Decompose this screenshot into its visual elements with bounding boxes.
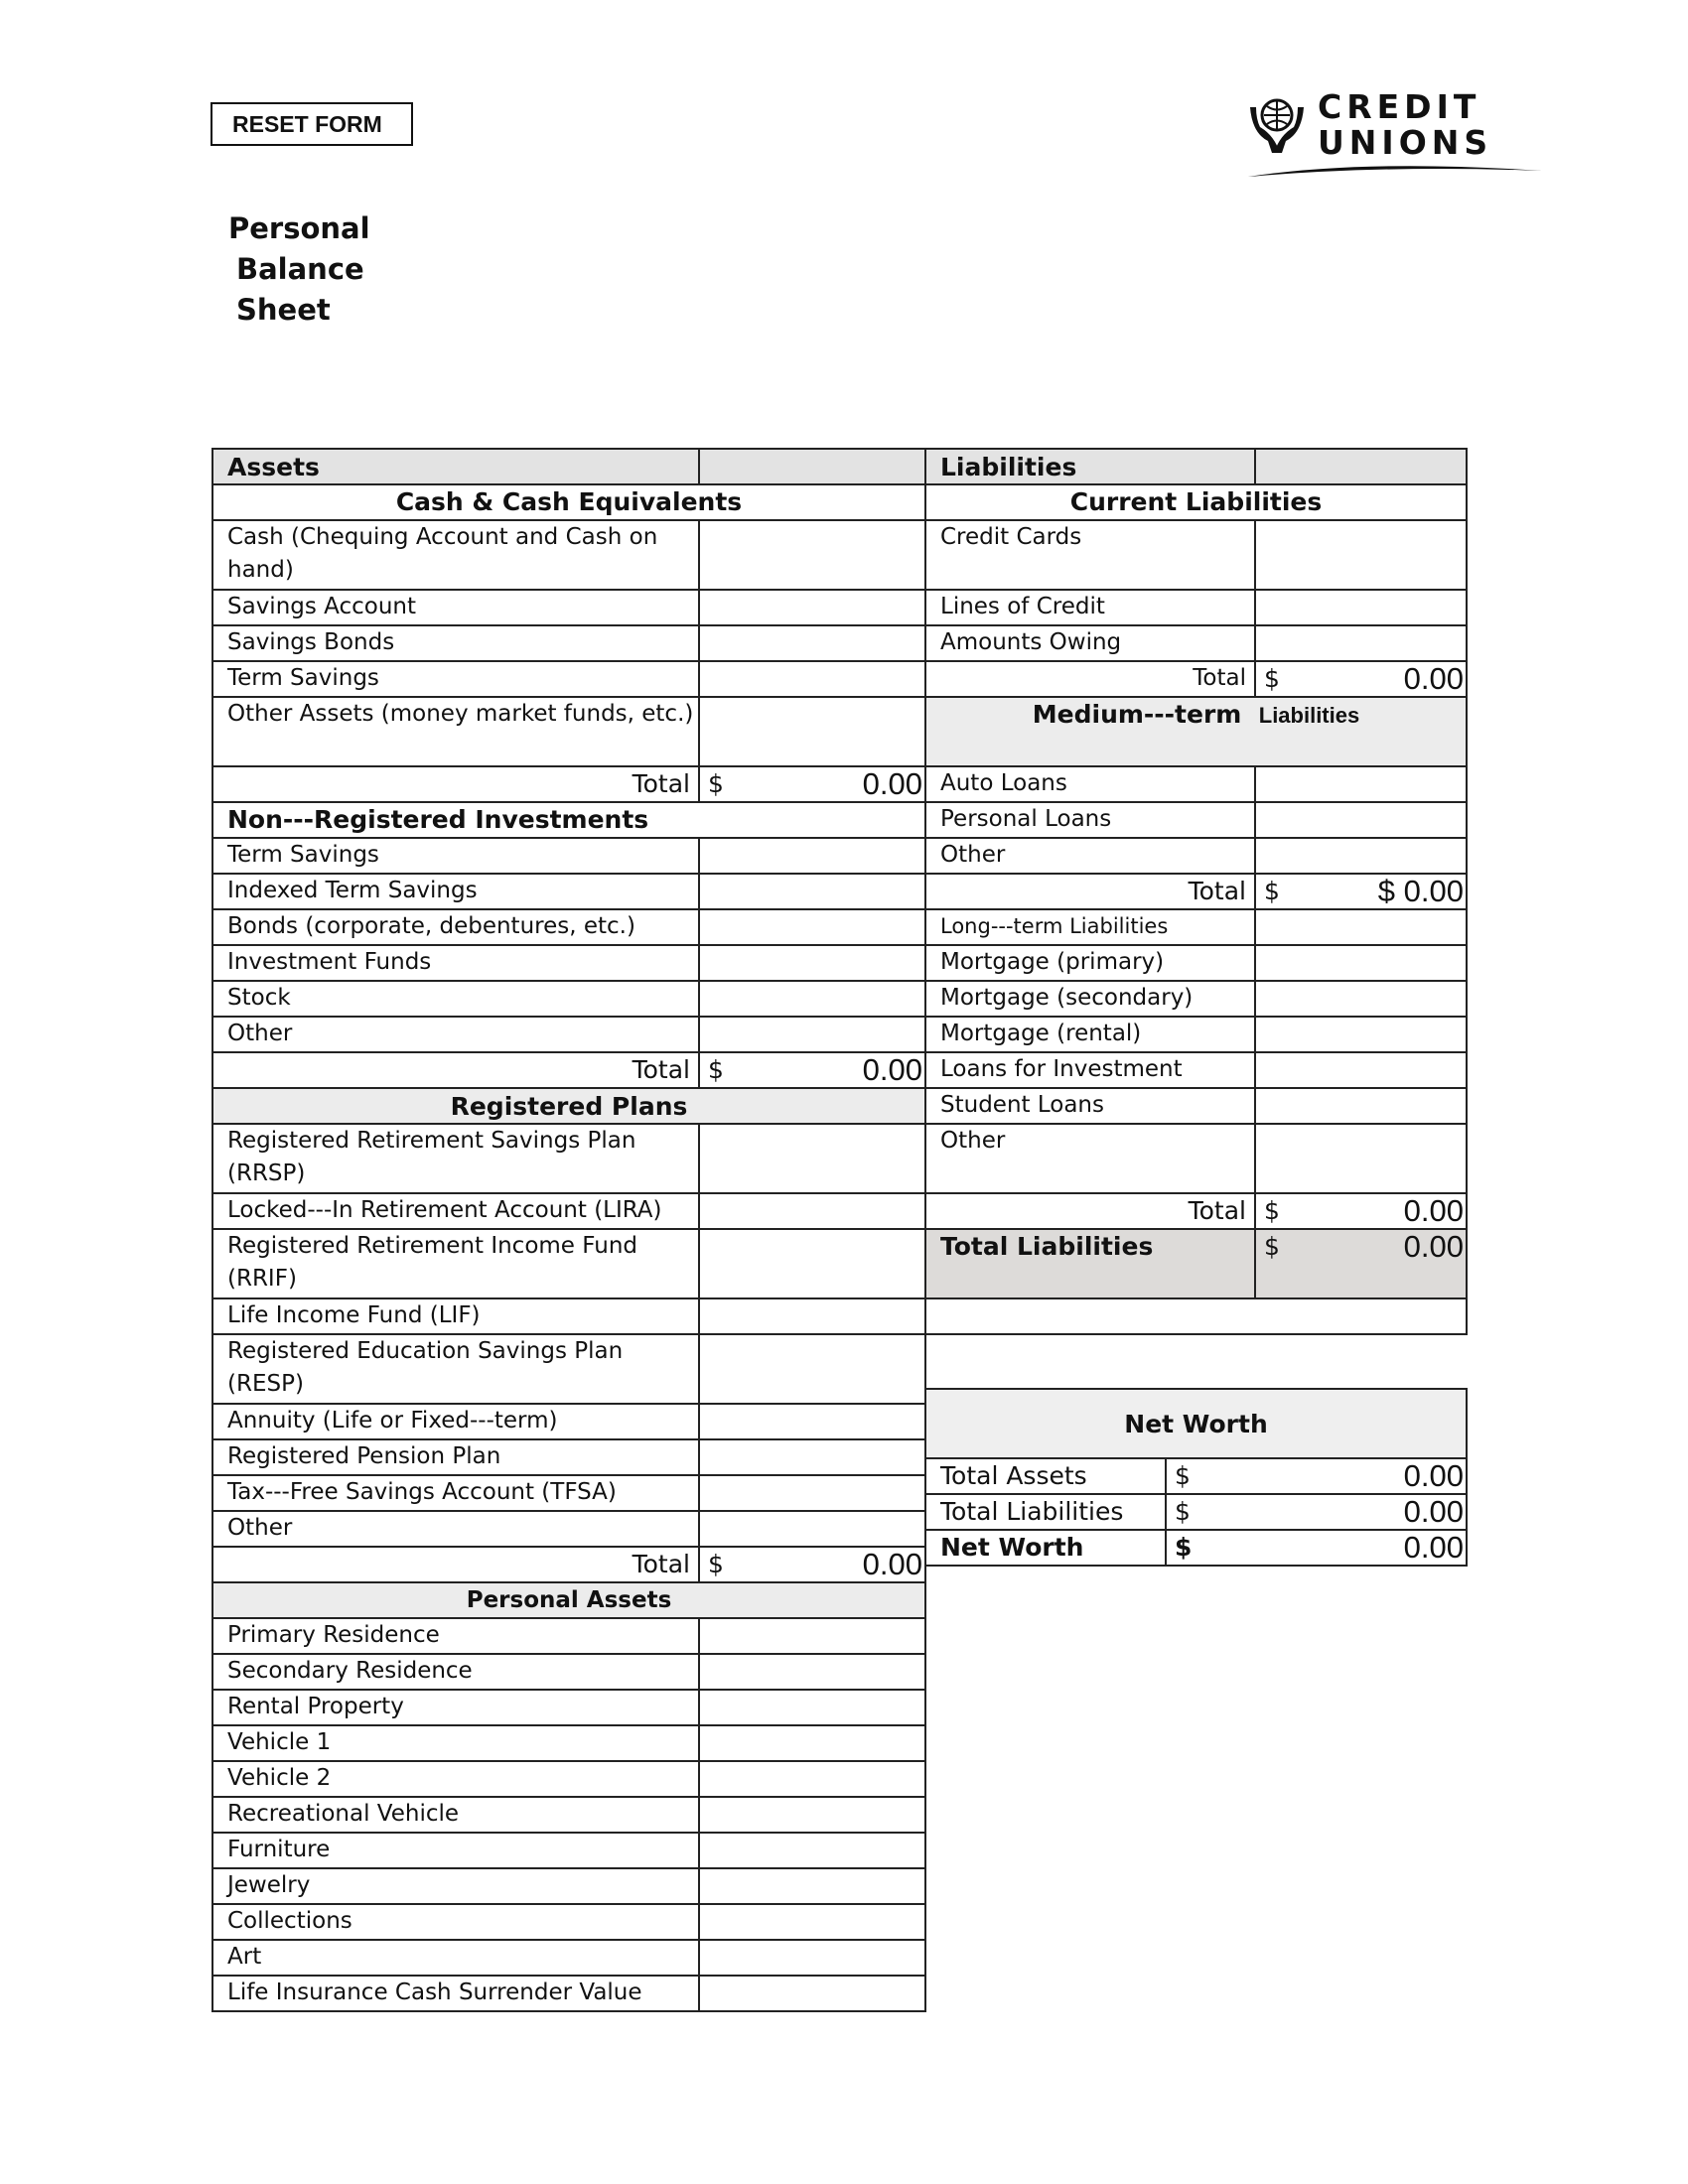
long-term-blank — [1255, 909, 1467, 945]
savings-account-input[interactable] — [699, 590, 925, 625]
asset-label: Collections — [212, 1904, 699, 1940]
asset-label: Recreational Vehicle — [212, 1797, 699, 1833]
asset-label: Annuity (Life or Fixed---term) — [212, 1404, 699, 1439]
spacer-row — [925, 1298, 1467, 1334]
rrif-input[interactable] — [699, 1229, 925, 1298]
registered-other-input[interactable] — [699, 1511, 925, 1547]
savings-bonds-input[interactable] — [699, 625, 925, 661]
asset-label: Other Assets (money market funds, etc.) — [212, 697, 699, 766]
medium-term-heading: Medium---term Liabilities — [925, 697, 1467, 766]
liability-label: Personal Loans — [925, 802, 1255, 838]
nw-total-assets-label: Total Assets — [925, 1458, 1166, 1494]
nonreg-other-input[interactable] — [699, 1017, 925, 1052]
term-savings-input[interactable] — [699, 661, 925, 697]
credit-unions-logo — [1246, 85, 1544, 175]
nonreg-total-label: Total — [212, 1052, 699, 1088]
mortgage-primary-input[interactable] — [1255, 945, 1467, 981]
nw-total-liabilities-label: Total Liabilities — [925, 1494, 1166, 1530]
logo-swoosh — [1246, 157, 1544, 179]
asset-label: Savings Bonds — [212, 625, 699, 661]
nw-net-worth-label: Net Worth — [925, 1530, 1166, 1566]
registered-total-field: $ 0.00 — [699, 1547, 925, 1582]
lif-input[interactable] — [699, 1298, 925, 1334]
nonreg-term-savings-input[interactable] — [699, 838, 925, 874]
liability-label: Loans for Investment — [925, 1052, 1255, 1088]
asset-label: Registered Pension Plan — [212, 1439, 699, 1475]
loans-for-investment-input[interactable] — [1255, 1052, 1467, 1088]
nonreg-total-field: $ 0.00 — [699, 1052, 925, 1088]
liability-label: Auto Loans — [925, 766, 1255, 802]
asset-label: Vehicle 1 — [212, 1725, 699, 1761]
other-assets-input[interactable] — [699, 697, 925, 766]
nw-net-worth-field: $ 0.00 — [1166, 1530, 1467, 1566]
total-liabilities-field: $ 0.00 — [1255, 1229, 1467, 1298]
asset-label: Bonds (corporate, debentures, etc.) — [212, 909, 699, 945]
student-loans-input[interactable] — [1255, 1088, 1467, 1124]
asset-label: Cash (Chequing Account and Cash on hand) — [212, 520, 699, 590]
asset-label: Life Income Fund (LIF) — [212, 1298, 699, 1334]
asset-label: Rental Property — [212, 1690, 699, 1725]
asset-label: Registered Education Savings Plan (RESP) — [212, 1334, 699, 1404]
asset-label: Primary Residence — [212, 1618, 699, 1654]
liability-label: Other — [925, 838, 1255, 874]
indexed-term-savings-input[interactable] — [699, 874, 925, 909]
registered-heading: Registered Plans — [212, 1088, 925, 1124]
rrsp-input[interactable] — [699, 1124, 925, 1193]
credit-union-hands-icon — [1246, 93, 1308, 155]
asset-label: Investment Funds — [212, 945, 699, 981]
liabilities-table — [924, 448, 1468, 1335]
resp-input[interactable] — [699, 1334, 925, 1404]
tfsa-input[interactable] — [699, 1475, 925, 1511]
jewelry-input[interactable] — [699, 1868, 925, 1904]
asset-label: Secondary Residence — [212, 1654, 699, 1690]
asset-label: Other — [212, 1017, 699, 1052]
asset-label: Stock — [212, 981, 699, 1017]
asset-label: Vehicle 2 — [212, 1761, 699, 1797]
assets-table — [211, 448, 926, 2012]
logo-wordmark: CREDIT UNIONS — [1318, 87, 1493, 162]
asset-label: Tax---Free Savings Account (TFSA) — [212, 1475, 699, 1511]
collections-input[interactable] — [699, 1904, 925, 1940]
liability-label: Mortgage (primary) — [925, 945, 1255, 981]
liability-label: Student Loans — [925, 1088, 1255, 1124]
current-total-field: $ 0.00 — [1255, 661, 1467, 697]
annuity-input[interactable] — [699, 1404, 925, 1439]
cash-heading: Cash & Cash Equivalents — [212, 484, 925, 520]
net-worth-heading: Net Worth — [925, 1389, 1467, 1458]
cash-chequing-input[interactable] — [699, 520, 925, 590]
lira-input[interactable] — [699, 1193, 925, 1229]
medium-other-input[interactable] — [1255, 838, 1467, 874]
long-term-heading: Long---term Liabilities — [925, 909, 1255, 945]
asset-label: Locked---In Retirement Account (LIRA) — [212, 1193, 699, 1229]
asset-label: Art — [212, 1940, 699, 1976]
secondary-residence-input[interactable] — [699, 1654, 925, 1690]
asset-label: Savings Account — [212, 590, 699, 625]
life-insurance-input[interactable] — [699, 1976, 925, 2011]
vehicle-2-input[interactable] — [699, 1761, 925, 1797]
total-liabilities-label: Total Liabilities — [925, 1229, 1255, 1298]
assets-header: Assets — [212, 449, 699, 484]
furniture-input[interactable] — [699, 1833, 925, 1868]
cash-total-field: $ 0.00 — [699, 766, 925, 802]
mortgage-rental-input[interactable] — [1255, 1017, 1467, 1052]
liability-label: Lines of Credit — [925, 590, 1255, 625]
rental-property-input[interactable] — [699, 1690, 925, 1725]
current-total-label: Total — [925, 661, 1255, 697]
liabilities-header: Liabilities — [925, 449, 1255, 484]
asset-label: Term Savings — [212, 661, 699, 697]
mortgage-secondary-input[interactable] — [1255, 981, 1467, 1017]
vehicle-1-input[interactable] — [699, 1725, 925, 1761]
asset-label: Registered Retirement Income Fund (RRIF) — [212, 1229, 699, 1298]
asset-label: Other — [212, 1511, 699, 1547]
pension-plan-input[interactable] — [699, 1439, 925, 1475]
long-total-label: Total — [925, 1193, 1255, 1229]
bonds-input[interactable] — [699, 909, 925, 945]
long-other-input[interactable] — [1255, 1124, 1467, 1193]
nw-total-liabilities-field: $ 0.00 — [1166, 1494, 1467, 1530]
personal-heading: Personal Assets — [212, 1582, 925, 1618]
medium-total-label: Total — [925, 874, 1255, 909]
long-total-field: $ 0.00 — [1255, 1193, 1467, 1229]
asset-label: Registered Retirement Savings Plan (RRSP) — [212, 1124, 699, 1193]
recreational-vehicle-input[interactable] — [699, 1797, 925, 1833]
liability-label: Mortgage (secondary) — [925, 981, 1255, 1017]
liability-label: Amounts Owing — [925, 625, 1255, 661]
asset-label: Life Insurance Cash Surrender Value — [212, 1976, 699, 2011]
page-title: Personal Balance Sheet — [228, 211, 370, 327]
nonreg-heading: Non---Registered Investments — [212, 802, 925, 838]
auto-loans-input[interactable] — [1255, 766, 1467, 802]
liability-label: Credit Cards — [925, 520, 1255, 590]
amounts-owing-input[interactable] — [1255, 625, 1467, 661]
stock-input[interactable] — [699, 981, 925, 1017]
art-input[interactable] — [699, 1940, 925, 1976]
asset-label: Jewelry — [212, 1868, 699, 1904]
personal-loans-input[interactable] — [1255, 802, 1467, 838]
reset-form-button[interactable]: RESET FORM — [211, 102, 413, 146]
asset-label: Furniture — [212, 1833, 699, 1868]
asset-label: Term Savings — [212, 838, 699, 874]
investment-funds-input[interactable] — [699, 945, 925, 981]
current-liabilities-heading: Current Liabilities — [925, 484, 1467, 520]
liability-label: Other — [925, 1124, 1255, 1193]
credit-cards-input[interactable] — [1255, 520, 1467, 590]
net-worth-table — [924, 1388, 1468, 1567]
medium-total-field: $ $ 0.00 — [1255, 874, 1467, 909]
nw-total-assets-field: $ 0.00 — [1166, 1458, 1467, 1494]
cash-total-label: Total — [212, 766, 699, 802]
asset-label: Indexed Term Savings — [212, 874, 699, 909]
liability-label: Mortgage (rental) — [925, 1017, 1255, 1052]
lines-of-credit-input[interactable] — [1255, 590, 1467, 625]
primary-residence-input[interactable] — [699, 1618, 925, 1654]
registered-total-label: Total — [212, 1547, 699, 1582]
